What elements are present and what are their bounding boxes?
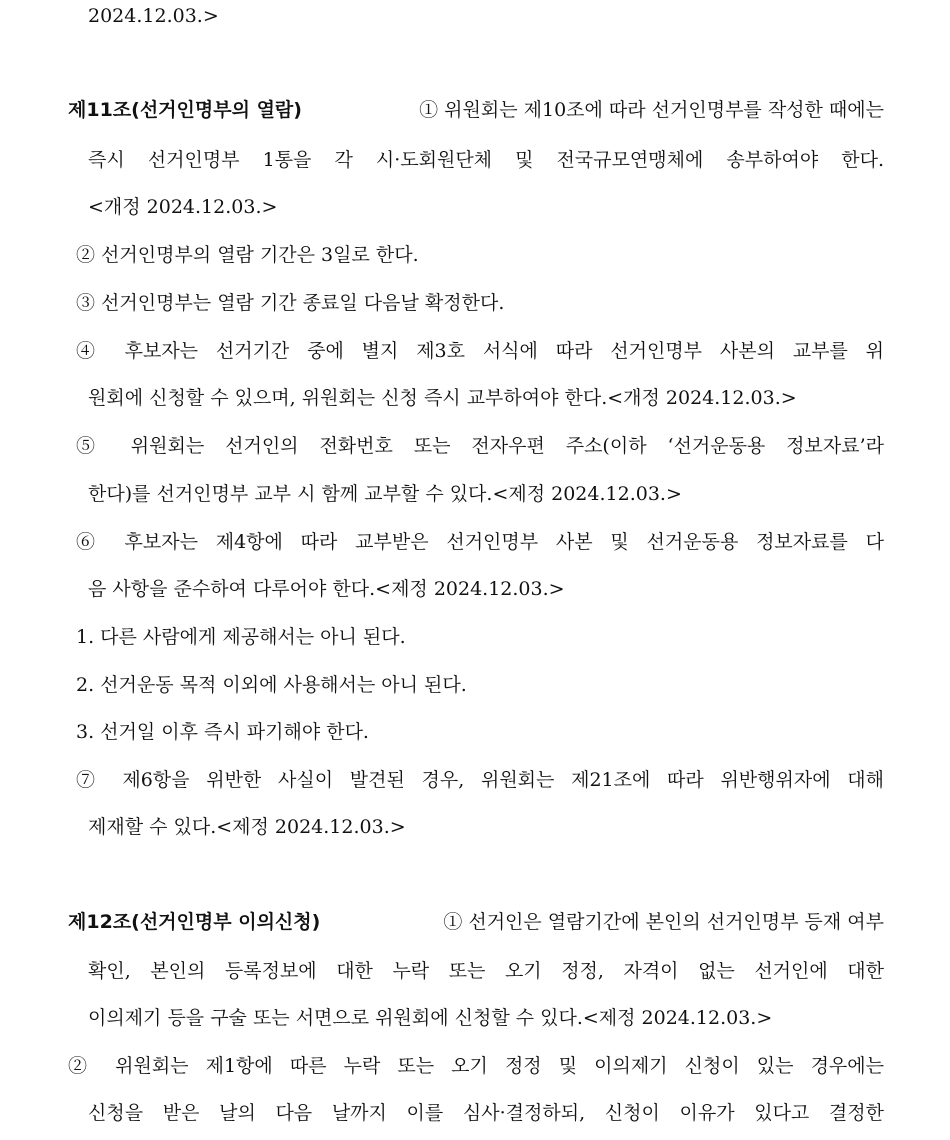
article-11-para-5-line-1: ⑤ 위원회는 선거인의 전화번호 또는 전자우편 주소(이하 ‘선거운동용 정보자료’라 — [76, 435, 884, 457]
article-12-para-1-line-3: 이의제기 등을 구술 또는 서면으로 위원회에 신청할 수 있다.<제정 2024.12.03.> — [88, 1007, 773, 1029]
article-11-item-3: 3. 선거일 이후 즉시 파기해야 한다. — [76, 721, 369, 743]
article-12-para-2-line-1: ② 위원회는 제1항에 따른 누락 또는 오기 정정 및 이의제기 신청이 있는 경우에는 — [68, 1055, 884, 1077]
article-11-para-6-line-1: ⑥ 후보자는 제4항에 따라 교부받은 선거인명부 사본 및 선거운동용 정보자료를 다 — [76, 531, 884, 553]
article-11-item-2: 2. 선거운동 목적 이외에 사용해서는 아니 된다. — [76, 674, 467, 696]
article-11-para-1-line-3: <개정 2024.12.03.> — [88, 196, 278, 218]
article-11-first-line — [68, 96, 884, 124]
article-12-para-1-line-1: ① 선거인은 열람기간에 본인의 선거인명부 등재 여부 — [443, 911, 884, 933]
article-11-para-3: ③ 선거인명부는 열람 기간 종료일 다음날 확정한다. — [76, 292, 505, 314]
article-11-para-4-line-2: 원회에 신청할 수 있으며, 위원회는 신청 즉시 교부하여야 한다.<개정 2024.12.03.> — [88, 387, 797, 409]
article-11-para-7-line-2: 제재할 수 있다.<제정 2024.12.03.> — [88, 816, 406, 838]
article-11-para-1-line-1: ① 위원회는 제10조에 따라 선거인명부를 작성한 때에는 — [419, 99, 884, 121]
article-11-para-1-line-2: 즉시 선거인명부 1통을 각 시·도회원단체 및 전국규모연맹체에 송부하여야 한다. — [88, 149, 884, 171]
article-11-heading: 제11조(선거인명부의 열람) — [68, 99, 302, 121]
article-11-para-4-line-1: ④ 후보자는 선거기간 중에 별지 제3호 서식에 따라 선거인명부 사본의 교부를 위 — [76, 340, 884, 362]
article-11-para-2: ② 선거인명부의 열람 기간은 3일로 한다. — [76, 244, 419, 266]
amendment-date-line: 2024.12.03.> — [88, 5, 219, 27]
article-11-para-5-line-2: 한다)를 선거인명부 교부 시 함께 교부할 수 있다.<제정 2024.12.03.> — [88, 483, 682, 505]
article-12-para-1-line-2: 확인, 본인의 등록정보에 대한 누락 또는 오기 정정, 자격이 없는 선거인에 대한 — [88, 960, 884, 982]
article-11-item-1: 1. 다른 사람에게 제공해서는 아니 된다. — [76, 626, 406, 648]
article-12-first-line — [68, 908, 884, 936]
article-12-para-2-line-2: 신청을 받은 날의 다음 날까지 이를 심사·결정하되, 신청이 이유가 있다고 결정한 — [88, 1102, 884, 1124]
article-11-para-6-line-2: 음 사항을 준수하여 다루어야 한다.<제정 2024.12.03.> — [88, 578, 565, 600]
article-11-para-7-line-1: ⑦ 제6항을 위반한 사실이 발견된 경우, 위원회는 제21조에 따라 위반행위자에 대해 — [76, 769, 884, 791]
article-12-heading: 제12조(선거인명부 이의신청) — [68, 911, 321, 933]
